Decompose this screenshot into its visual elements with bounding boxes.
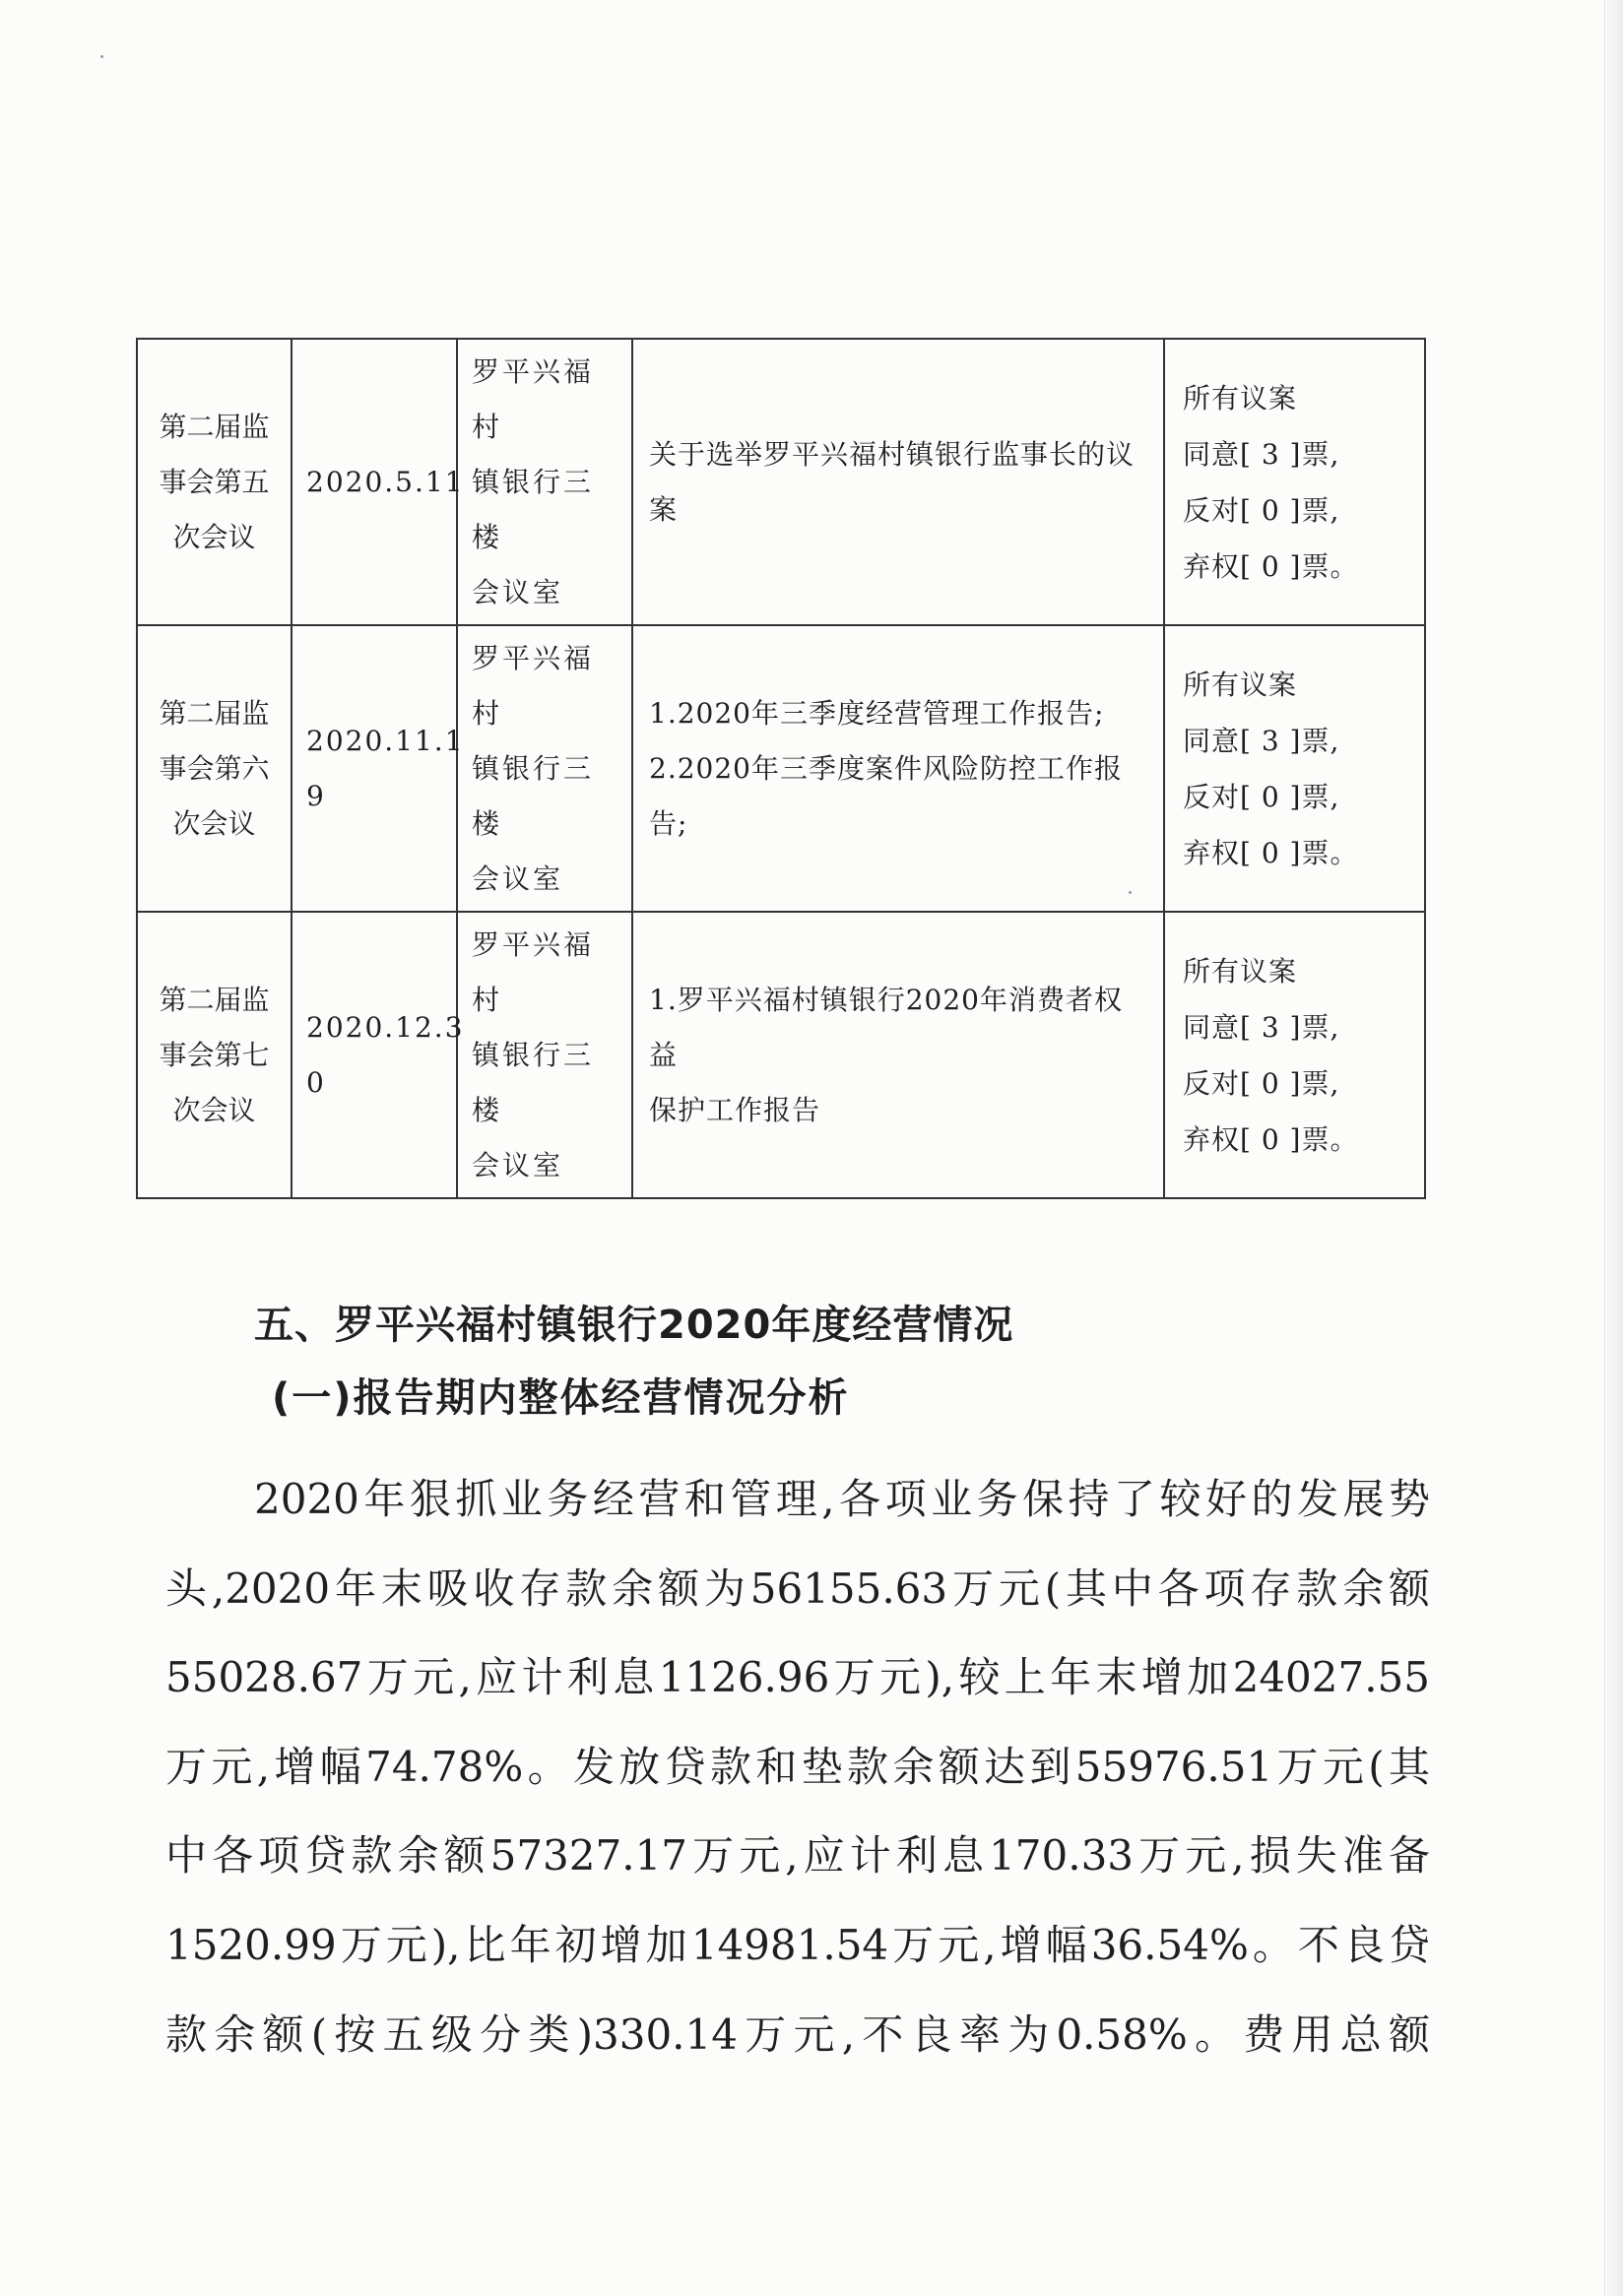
meeting-vote-cell: [1164, 339, 1425, 625]
scan-page-edge: [1604, 0, 1623, 2296]
meeting-name-line: 第二届监: [159, 410, 270, 443]
meeting-topic-line: 1.2020年三季度经营管理工作报告;: [649, 696, 1105, 730]
meeting-topic-line: 2.2020年三季度案件风险防控工作报告;: [649, 751, 1123, 840]
meeting-name-line: 次会议: [172, 1093, 256, 1126]
meeting-place-line: 罗平兴福村: [472, 927, 595, 1016]
meeting-table-body: [137, 339, 1425, 1198]
meeting-place-line: 镇银行三楼: [472, 465, 595, 553]
meeting-vote-line: 所有议案: [1183, 954, 1298, 988]
meeting-date-cell: [292, 339, 465, 625]
meeting-date-line: 9: [306, 779, 326, 812]
meeting-place-line: 会议室: [472, 575, 564, 608]
meeting-vote-line: 弃权[ 0 ]票。: [1183, 549, 1359, 583]
section-heading: 五、罗平兴福村镇银行2020年度经营情况: [254, 1303, 1014, 1348]
paragraph-line: 万元,增幅74.78%。发放贷款和垫款余额达到55976.51万元(其: [165, 1742, 1430, 1791]
meeting-place-line: 镇银行三楼: [472, 1038, 595, 1126]
paragraph-line: 55028.67万元,应计利息1126.96万元),较上年末增加24027.55: [165, 1653, 1430, 1702]
meeting-place-line: 罗平兴福村: [472, 354, 595, 443]
meeting-name-line: 事会第五: [159, 465, 270, 498]
scan-speck: [100, 55, 103, 58]
paragraph-line: 款余额(按五级分类)330.14万元,不良率为0.58%。费用总额: [165, 2009, 1430, 2059]
meeting-name-line: 次会议: [172, 520, 256, 553]
meeting-place-cell: [457, 625, 632, 912]
paragraph-line: 2020年狠抓业务经营和管理,各项业务保持了较好的发展势: [254, 1475, 1430, 1523]
paragraph-line: 头,2020年末吸收存款余额为56155.63万元(其中各项存款余额: [165, 1563, 1430, 1613]
meeting-topic-cell: [632, 912, 1164, 1198]
meeting-date-line: 2020.11.1: [306, 724, 465, 757]
meeting-vote-line: 反对[ 0 ]票,: [1183, 1066, 1340, 1100]
meeting-place-line: 罗平兴福村: [472, 641, 595, 730]
meeting-place-line: 会议室: [472, 861, 564, 895]
meeting-vote-cell: [1164, 912, 1425, 1198]
meeting-vote-line: 弃权[ 0 ]票。: [1183, 1122, 1359, 1156]
meeting-vote-line: 同意[ 3 ]票,: [1183, 437, 1340, 471]
meeting-vote-line: 所有议案: [1183, 381, 1298, 415]
meeting-vote-line: 同意[ 3 ]票,: [1183, 1010, 1340, 1044]
meeting-topic-line: 1.罗平兴福村镇银行2020年消费者权益: [649, 983, 1123, 1071]
meeting-name-line: 第二届监: [159, 696, 270, 730]
table-row: [137, 625, 1425, 912]
meeting-vote-line: 反对[ 0 ]票,: [1183, 493, 1340, 527]
meeting-vote-line: 所有议案: [1183, 668, 1298, 701]
table-row: [137, 912, 1425, 1198]
meeting-name-cell: [137, 912, 292, 1198]
meeting-place-cell: [457, 339, 632, 625]
meeting-vote-line: 同意[ 3 ]票,: [1183, 724, 1340, 757]
meeting-name-cell: [137, 339, 292, 625]
meeting-topic-line: 案: [649, 492, 679, 526]
meeting-topic-line: 关于选举罗平兴福村镇银行监事长的议: [649, 437, 1136, 471]
meeting-place-line: 会议室: [472, 1148, 564, 1181]
meeting-vote-cell: [1164, 625, 1425, 912]
meeting-name-line: 事会第六: [159, 751, 270, 785]
meeting-date-line: 2020.5.11: [306, 465, 465, 498]
paragraph-line: 1520.99万元),比年初增加14981.54万元,增幅36.54%。不良贷: [165, 1920, 1430, 1969]
subsection-heading: (一)报告期内整体经营情况分析: [272, 1375, 850, 1421]
paragraph-line: 中各项贷款余额57327.17万元,应计利息170.33万元,损失准备: [165, 1831, 1430, 1881]
meeting-date-cell: [292, 625, 465, 912]
meeting-place-cell: [457, 912, 632, 1198]
meeting-topic-line: 保护工作报告: [649, 1093, 821, 1126]
meeting-topic-cell: [632, 339, 1164, 625]
meeting-vote-line: 反对[ 0 ]票,: [1183, 780, 1340, 813]
meeting-name-line: 第二届监: [159, 983, 270, 1016]
meeting-topic-cell: [632, 625, 1164, 912]
meeting-place-line: 镇银行三楼: [472, 751, 595, 840]
meeting-vote-line: 弃权[ 0 ]票。: [1183, 836, 1359, 869]
body-paragraph: [165, 1455, 1430, 2079]
meeting-table: [136, 338, 1426, 1199]
meeting-date-line: 2020.12.3: [306, 1010, 465, 1044]
meeting-date-line: 0: [306, 1065, 326, 1099]
table-row: [137, 339, 1425, 625]
meeting-date-cell: [292, 912, 465, 1198]
meeting-name-cell: [137, 625, 292, 912]
meeting-name-line: 事会第七: [159, 1038, 270, 1071]
meeting-name-line: 次会议: [172, 806, 256, 840]
